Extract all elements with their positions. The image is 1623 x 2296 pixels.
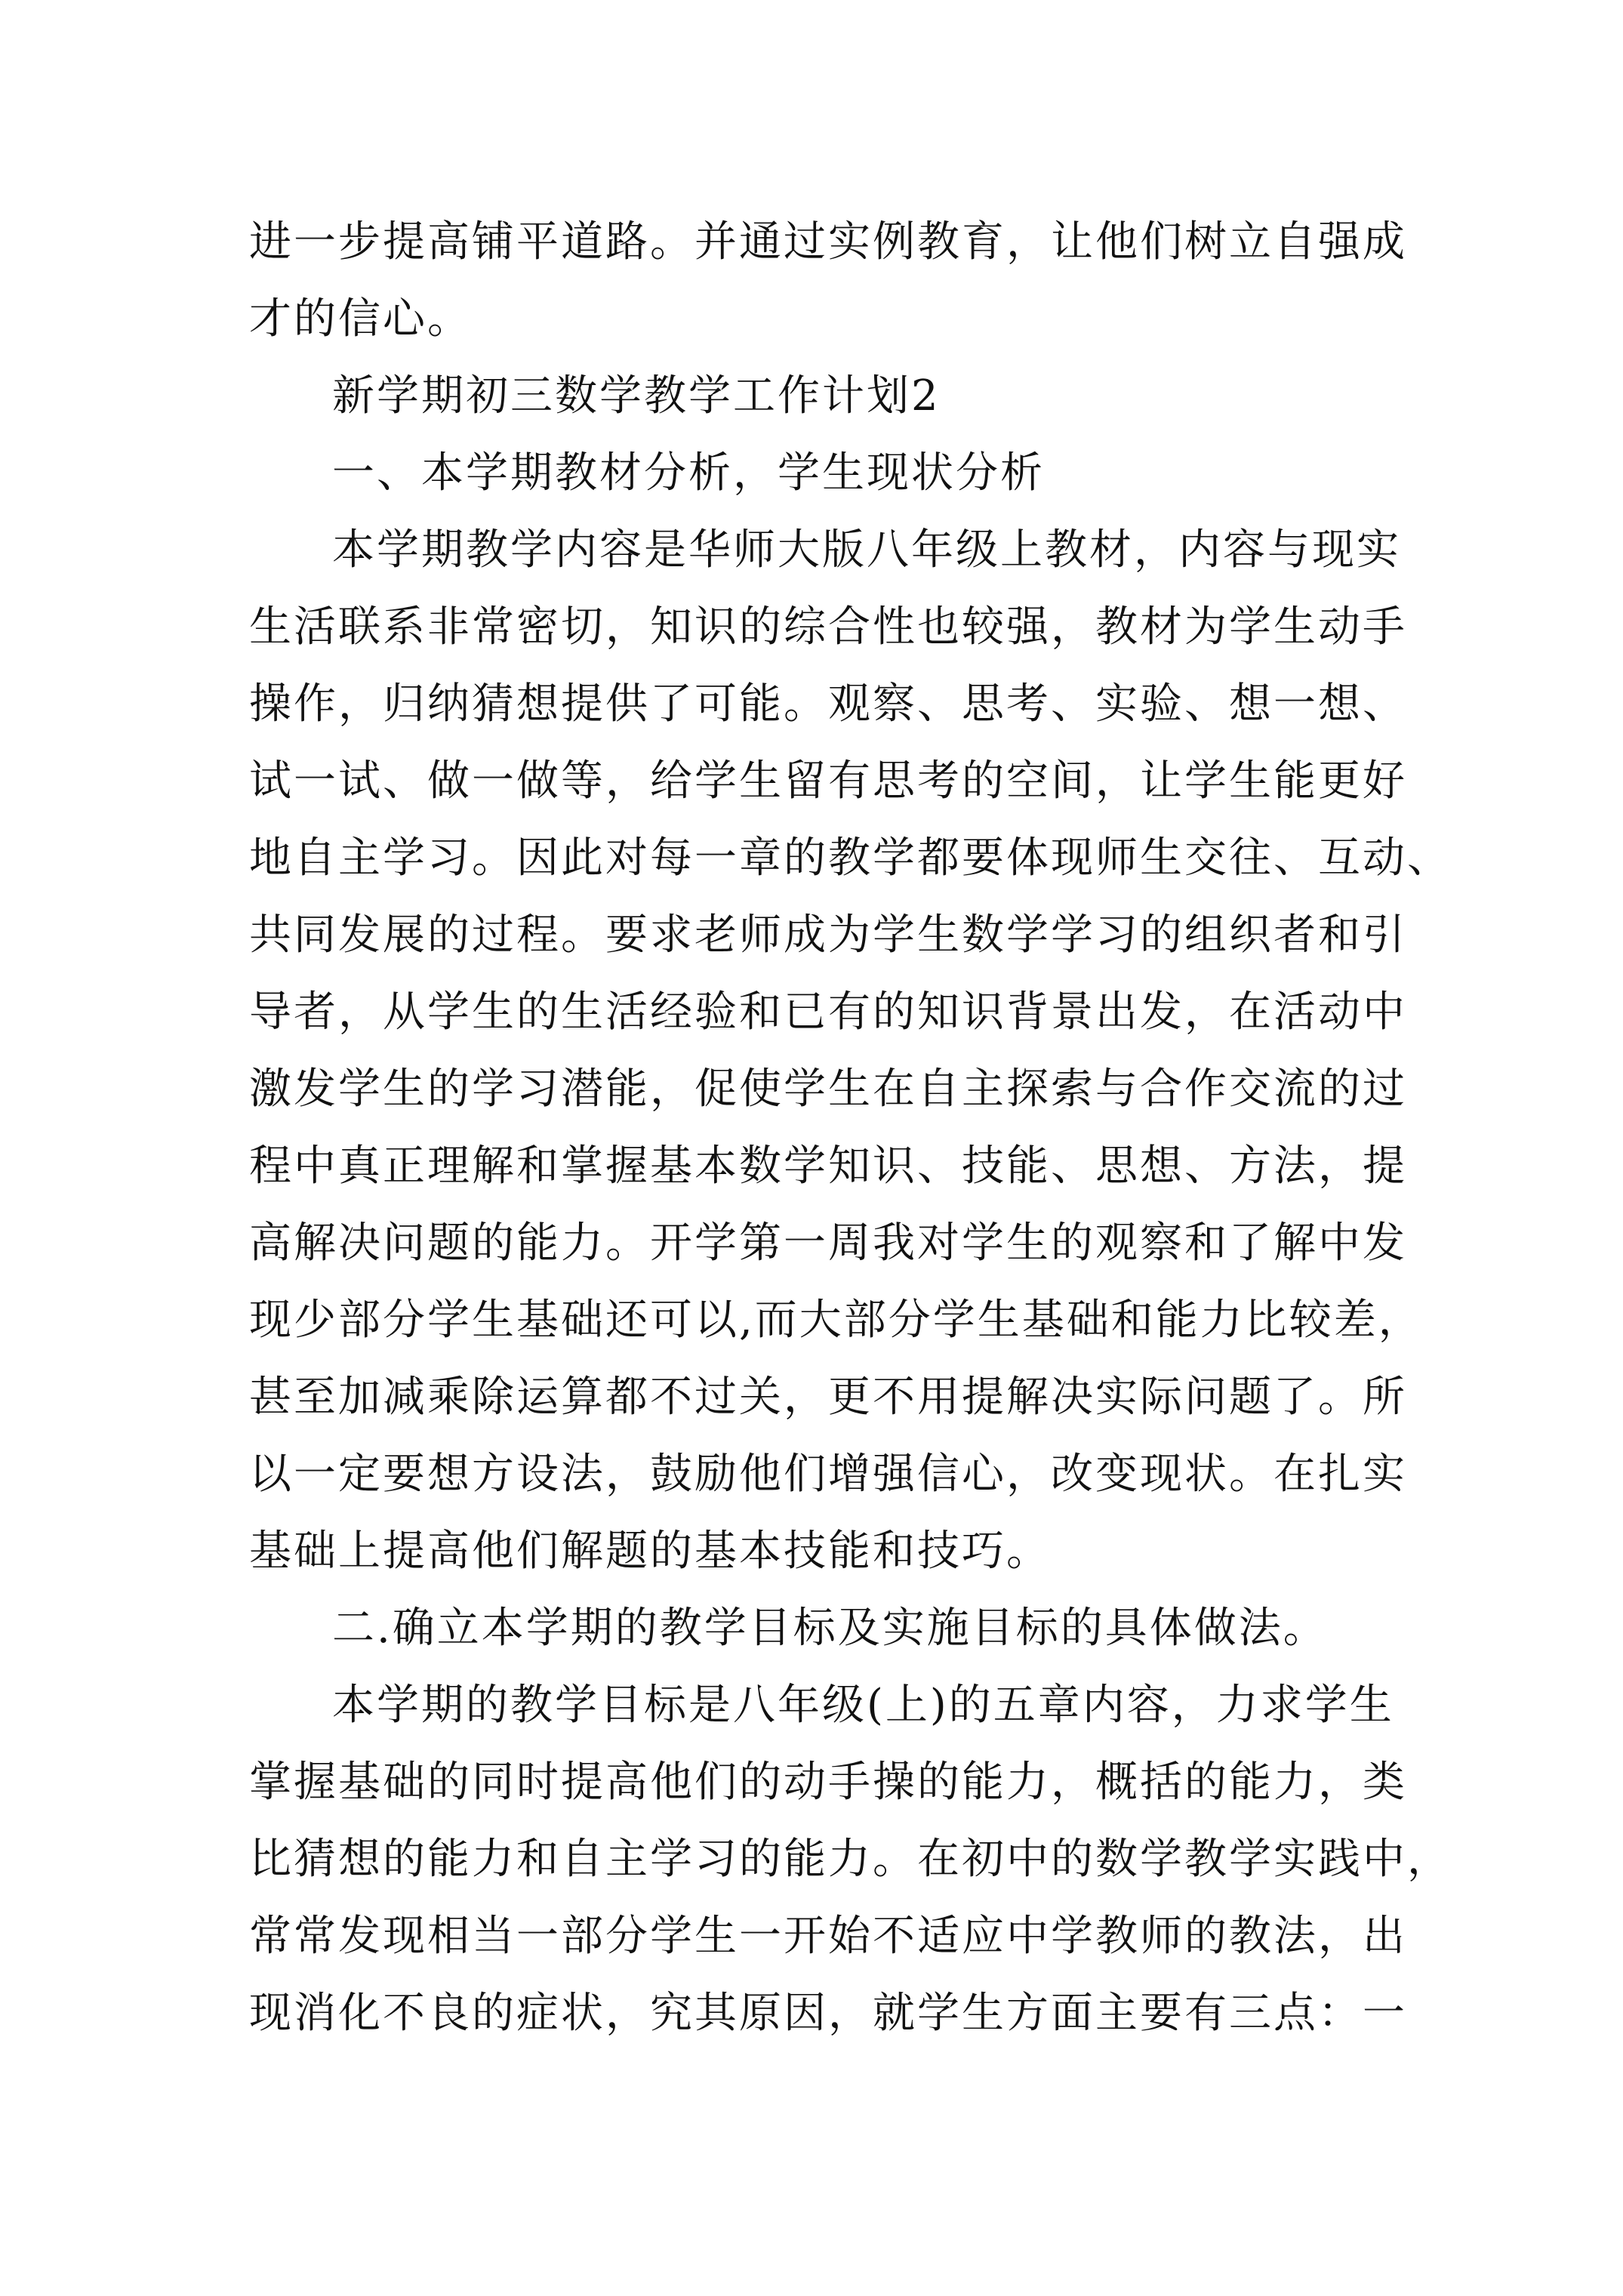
text-line: 甚至加减乘除运算都不过关，更不用提解决实际问题了。所 [249,1373,1407,1422]
text-line: 本学期的教学目标是八年级(上)的五章内容，力求学生 [332,1681,1394,1730]
text-line: 程中真正理解和掌握基本数学知识、技能、思想、方法，提 [249,1142,1407,1191]
section-heading: 二.确立本学期的教学目标及实施目标的具体做法。 [332,1604,1328,1653]
text-line: 现少部分学生基础还可以,而大部分学生基础和能力比较差， [249,1296,1423,1345]
text-line: 高解决问题的能力。开学第一周我对学生的观察和了解中发 [249,1219,1407,1268]
text-line: 现消化不良的症状，究其原因，就学生方面主要有三点：一 [249,1989,1407,2038]
text-line: 生活联系非常密切，知识的综合性也较强，教材为学生动手 [249,603,1407,652]
section-heading: 一、本学期教材分析，学生现状分析 [332,448,1045,498]
text-line: 以一定要想方设法，鼓励他们增强信心，改变现状。在扎实 [249,1450,1407,1499]
text-line: 激发学生的学习潜能，促使学生在自主探索与合作交流的过 [249,1065,1407,1114]
text-line: 共同发展的过程。要求老师成为学生数学学习的组织者和引 [249,911,1407,960]
text-line: 试一试、做一做等，给学生留有思考的空间，让学生能更好 [249,757,1407,806]
text-line: 进一步提高铺平道路。并通过实例教育，让他们树立自强成 [249,217,1407,267]
text-line: 比猜想的能力和自主学习的能力。在初中的数学教学实践中， [249,1835,1452,1884]
text-line: 常常发现相当一部分学生一开始不适应中学教师的教法，出 [249,1912,1407,1961]
text-line: 导者，从学生的生活经验和已有的知识背景出发，在活动中 [249,988,1407,1037]
text-line: 基础上提高他们解题的基本技能和技巧。 [249,1527,1051,1576]
text-line: 才的信心。 [249,294,472,344]
text-line: 地自主学习。因此对每一章的教学都要体现师生交往、互动、 [249,834,1452,883]
section-title: 新学期初三数学教学工作计划2 [332,371,941,421]
text-line: 操作，归纳猜想提供了可能。观察、思考、实验、想一想、 [249,680,1407,729]
text-line: 本学期教学内容是华师大版八年级上教材，内容与现实 [332,525,1401,575]
text-line: 掌握基础的同时提高他们的动手操的能力，概括的能力，类 [249,1758,1407,1807]
